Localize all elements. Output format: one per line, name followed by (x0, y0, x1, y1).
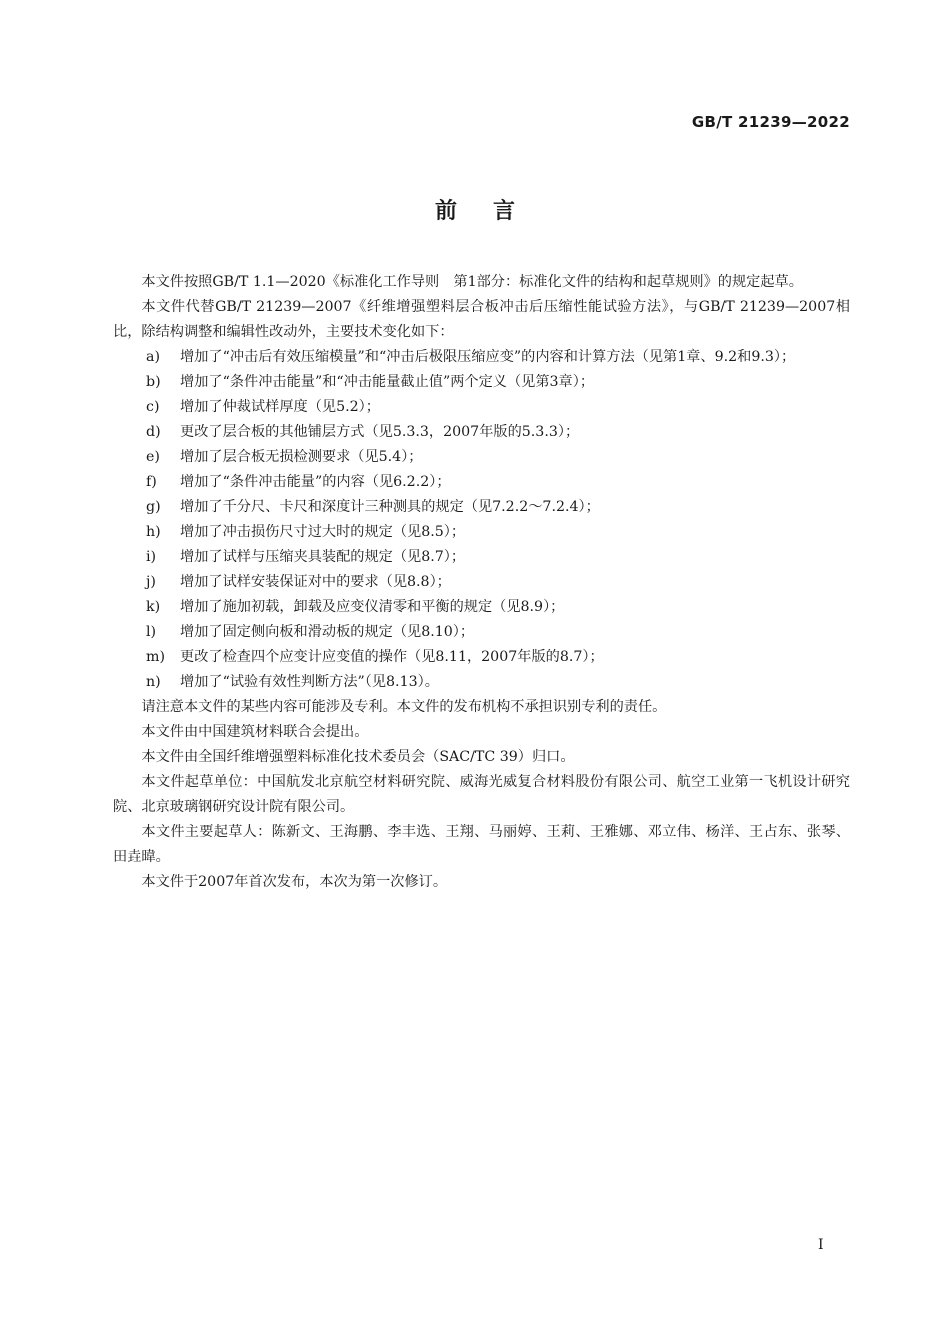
changes-list (113, 345, 850, 695)
paragraph: 请注意本文件的某些内容可能涉及专利。本文件的发布机构不承担识别专利的责任。 (141, 699, 667, 715)
list-item (113, 420, 850, 445)
list-item (113, 395, 850, 420)
list-marker: b) (146, 374, 161, 390)
list-item-text: 增加了“条件冲击能量”的内容（见6.2.2）； (180, 474, 451, 490)
list-item-text: 增加了“条件冲击能量”和“冲击能量截止值”两个定义（见第3章）； (180, 374, 595, 390)
preface-body (113, 270, 850, 895)
list-item (113, 670, 850, 695)
list-item-text: 增加了仲裁试样厚度（见5.2）； (180, 399, 380, 415)
list-marker: a) (146, 349, 160, 365)
list-item (113, 620, 850, 645)
list-marker: g) (146, 499, 161, 515)
paragraph: 本文件主要起草人：陈新文、王海鹏、李丰选、王翔、马丽婷、王莉、王雅娜、邓立伟、杨洋、王占东、张琴、田垚暐。 (113, 824, 850, 865)
list-marker: l) (146, 624, 157, 640)
list-marker: k) (146, 599, 161, 615)
list-item-text: 增加了试样与压缩夹具装配的规定（见8.7）； (180, 549, 466, 565)
list-item (113, 520, 850, 545)
list-item (113, 470, 850, 495)
list-item (113, 495, 850, 520)
list-item (113, 370, 850, 395)
list-item (113, 545, 850, 570)
list-item-text: 更改了层合板的其他铺层方式（见5.3.3，2007年版的5.3.3）； (180, 424, 580, 440)
paragraph: 本文件由中国建筑材料联合会提出。 (141, 724, 369, 740)
list-item-text: 增加了施加初载，卸载及应变仪清零和平衡的规定（见8.9）； (180, 599, 565, 615)
list-marker: n) (146, 674, 161, 690)
paragraph: 本文件由全国纤维增强塑料标准化技术委员会（SAC/TC 39）归口。 (141, 749, 575, 765)
page-number: I (818, 1237, 824, 1253)
list-marker: j) (146, 574, 156, 590)
page-title: 前言 (434, 199, 551, 224)
list-item (113, 645, 850, 670)
list-item-text: 增加了冲击损伤尺寸过大时的规定（见8.5）； (180, 524, 466, 540)
list-marker: e) (146, 449, 160, 465)
list-item-text: 增加了层合板无损检测要求（见5.4）； (180, 449, 423, 465)
paragraph: 本文件于2007年首次发布，本次为第一次修订。 (141, 874, 448, 890)
list-item-text: 增加了“冲击后有效压缩模量”和“冲击后极限压缩应变”的内容和计算方法（见第1章、9.2和9.3）； (180, 349, 796, 365)
list-item-text: 增加了千分尺、卡尺和深度计三种测具的规定（见7.2.2～7.2.4）； (180, 499, 600, 515)
list-marker: m) (146, 649, 165, 665)
list-item-text: 增加了试样安装保证对中的要求（见8.8）； (180, 574, 451, 590)
list-item-text: 更改了检查四个应变计应变值的操作（见8.11，2007年版的8.7）； (180, 649, 604, 665)
list-item-text: 增加了“试验有效性判断方法”（见8.13）。 (180, 674, 439, 690)
list-marker: d) (146, 424, 161, 440)
list-marker: i) (146, 549, 157, 565)
paragraph: 本文件代替GB/T 21239—2007《纤维增强塑料层合板冲击后压缩性能试验方法》，与GB/T 21239—2007相比，除结构调整和编辑性改动外，主要技术变化如下： (113, 299, 850, 340)
list-item (113, 345, 850, 370)
list-item (113, 595, 850, 620)
list-marker: f) (146, 474, 157, 490)
list-item (113, 445, 850, 470)
list-marker: h) (146, 524, 161, 540)
standard-number: GB/T 21239—2022 (691, 113, 850, 131)
list-item-text: 增加了固定侧向板和滑动板的规定（见8.10）； (180, 624, 475, 640)
list-item (113, 570, 850, 595)
paragraph: 本文件起草单位：中国航发北京航空材料研究院、威海光威复合材料股份有限公司、航空工业第一飞机设计研究院、北京玻璃钢研究设计院有限公司。 (113, 774, 850, 815)
list-marker: c) (146, 399, 160, 415)
paragraph: 本文件按照GB/T 1.1—2020《标准化工作导则 第1部分：标准化文件的结构和起草规则》的规定起草。 (141, 274, 803, 290)
